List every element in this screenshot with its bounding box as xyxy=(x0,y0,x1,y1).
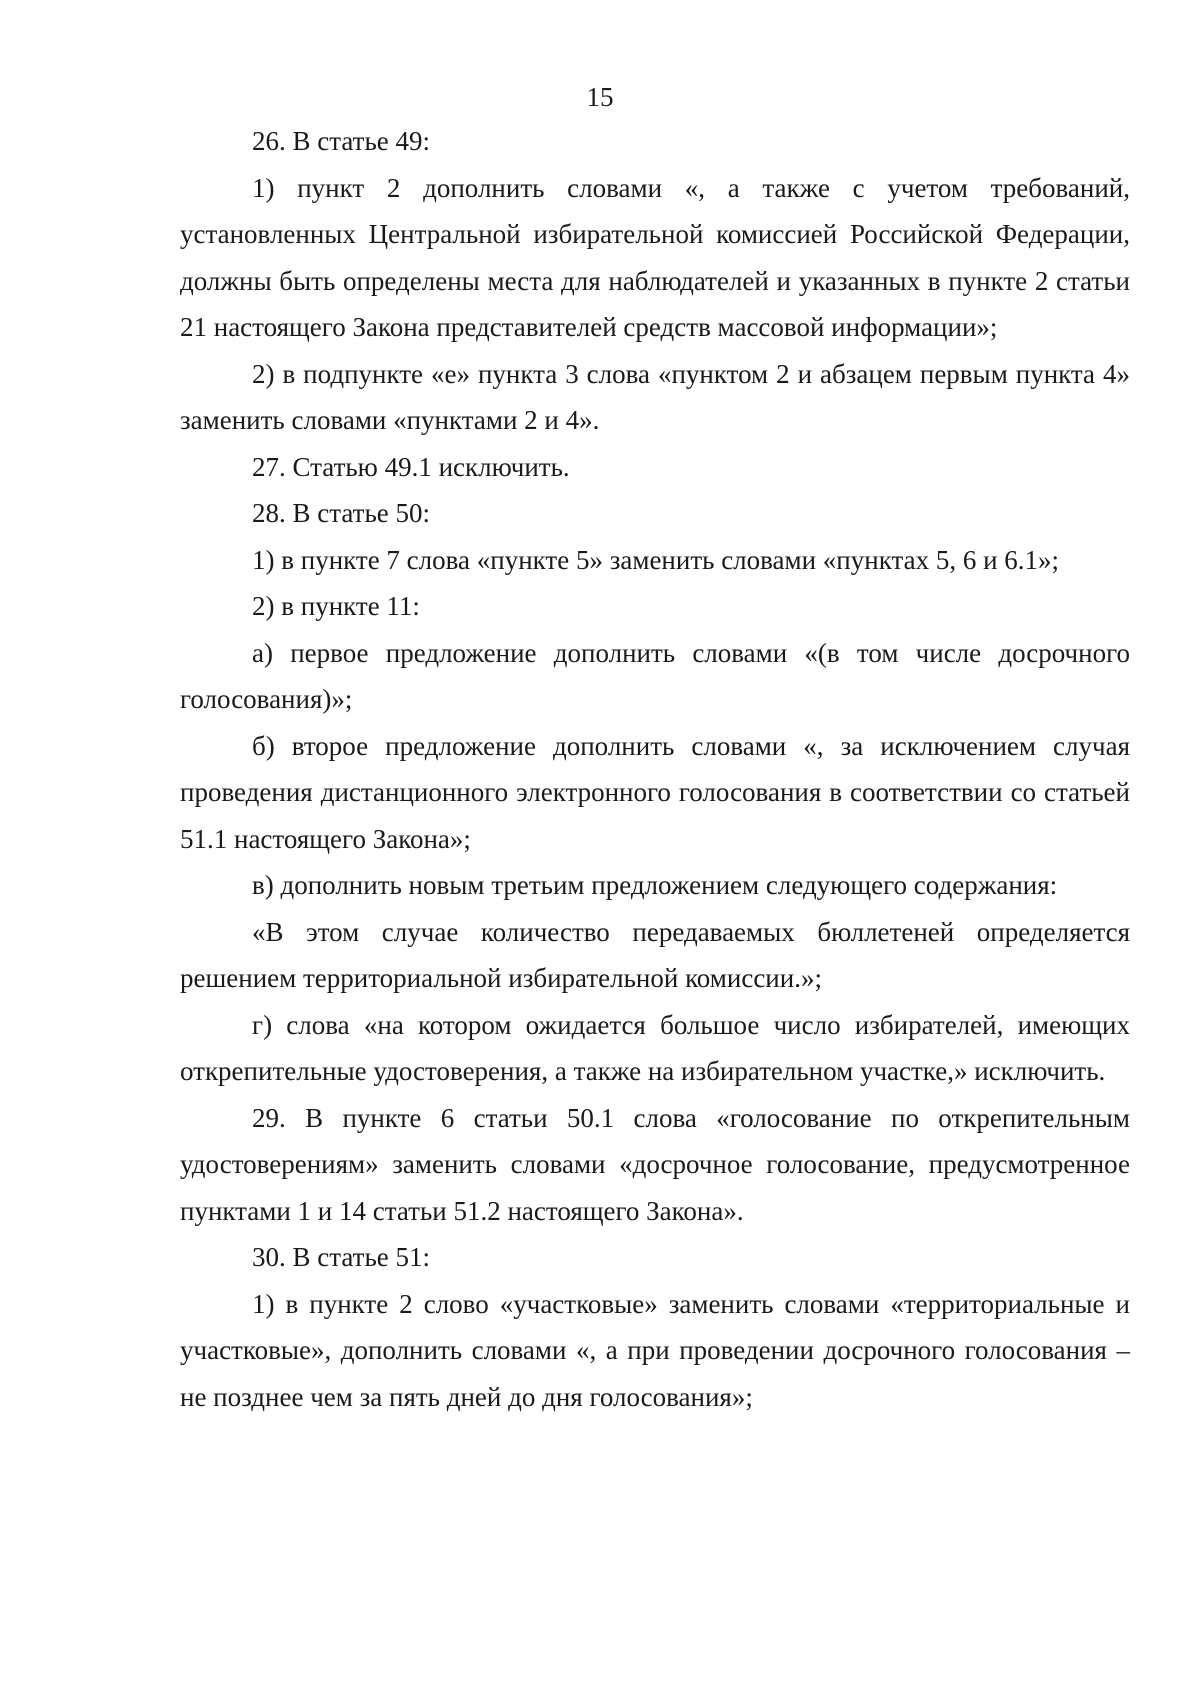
paragraph-article-29: 29. В пункте 6 статьи 50.1 слова «голосование по открепительным удостоверениям» заменить словами «досрочное голосование, предусмотренное пунктами 1 и 14 статьи 51.2 настоящего Закона». xyxy=(180,1102,1130,1226)
document-body xyxy=(180,118,1130,1420)
paragraph-article-28-subitem-v: в) дополнить новым третьим предложением следующего содержания: xyxy=(252,870,1058,900)
paragraph-article-30-heading: 30. В статье 51: xyxy=(252,1242,431,1272)
paragraph-article-28-heading: 28. В статье 50: xyxy=(252,498,431,528)
paragraph-article-26-item-1: 1) пункт 2 дополнить словами «, а также с учетом требований, установленных Центральной избирательной комиссией Российской Федерации, должны быть определены места для наблюдателей и указанных в пункте 2 статьи 21 настоящего Закона представителей средств массовой информации»; xyxy=(180,172,1130,342)
paragraph-article-26-heading: 26. В статье 49: xyxy=(252,126,431,156)
paragraph-article-28-item-2: 2) в пункте 11: xyxy=(252,591,420,621)
paragraph-article-28-subitem-b: б) второе предложение дополнить словами «, за исключением случая проведения дистанционного электронного голосования в соответствии со статьей 51.1 настоящего Закона»; xyxy=(180,730,1130,854)
paragraph-article-28-subitem-g: г) слова «на котором ожидается большое число избирателей, имеющих открепительные удостоверения, а также на избирательном участке,» исключить. xyxy=(180,1009,1130,1086)
paragraph-quoted-sentence: «В этом случае количество передаваемых бюллетеней определяется решением территориальной избирательной комиссии.»; xyxy=(180,916,1130,993)
paragraph-article-27: 27. Статью 49.1 исключить. xyxy=(252,451,570,482)
paragraph-article-28-item-1: 1) в пункте 7 слова «пункте 5» заменить словами «пунктах 5, 6 и 6.1»; xyxy=(252,544,1060,575)
paragraph-article-30-item-1: 1) в пункте 2 слово «участковые» заменить словами «территориальные и участковые», дополнить словами «, а при проведении досрочного голосования – не позднее чем за пять дней до дня голосования»; xyxy=(180,1288,1130,1412)
page-number: 15 xyxy=(586,82,614,112)
paragraph-article-26-item-2: 2) в подпункте «е» пункта 3 слова «пунктом 2 и абзацем первым пункта 4» заменить словами «пунктами 2 и 4». xyxy=(180,358,1130,435)
paragraph-article-28-subitem-a: а) первое предложение дополнить словами «(в том числе досрочного голосования)»; xyxy=(180,637,1130,714)
